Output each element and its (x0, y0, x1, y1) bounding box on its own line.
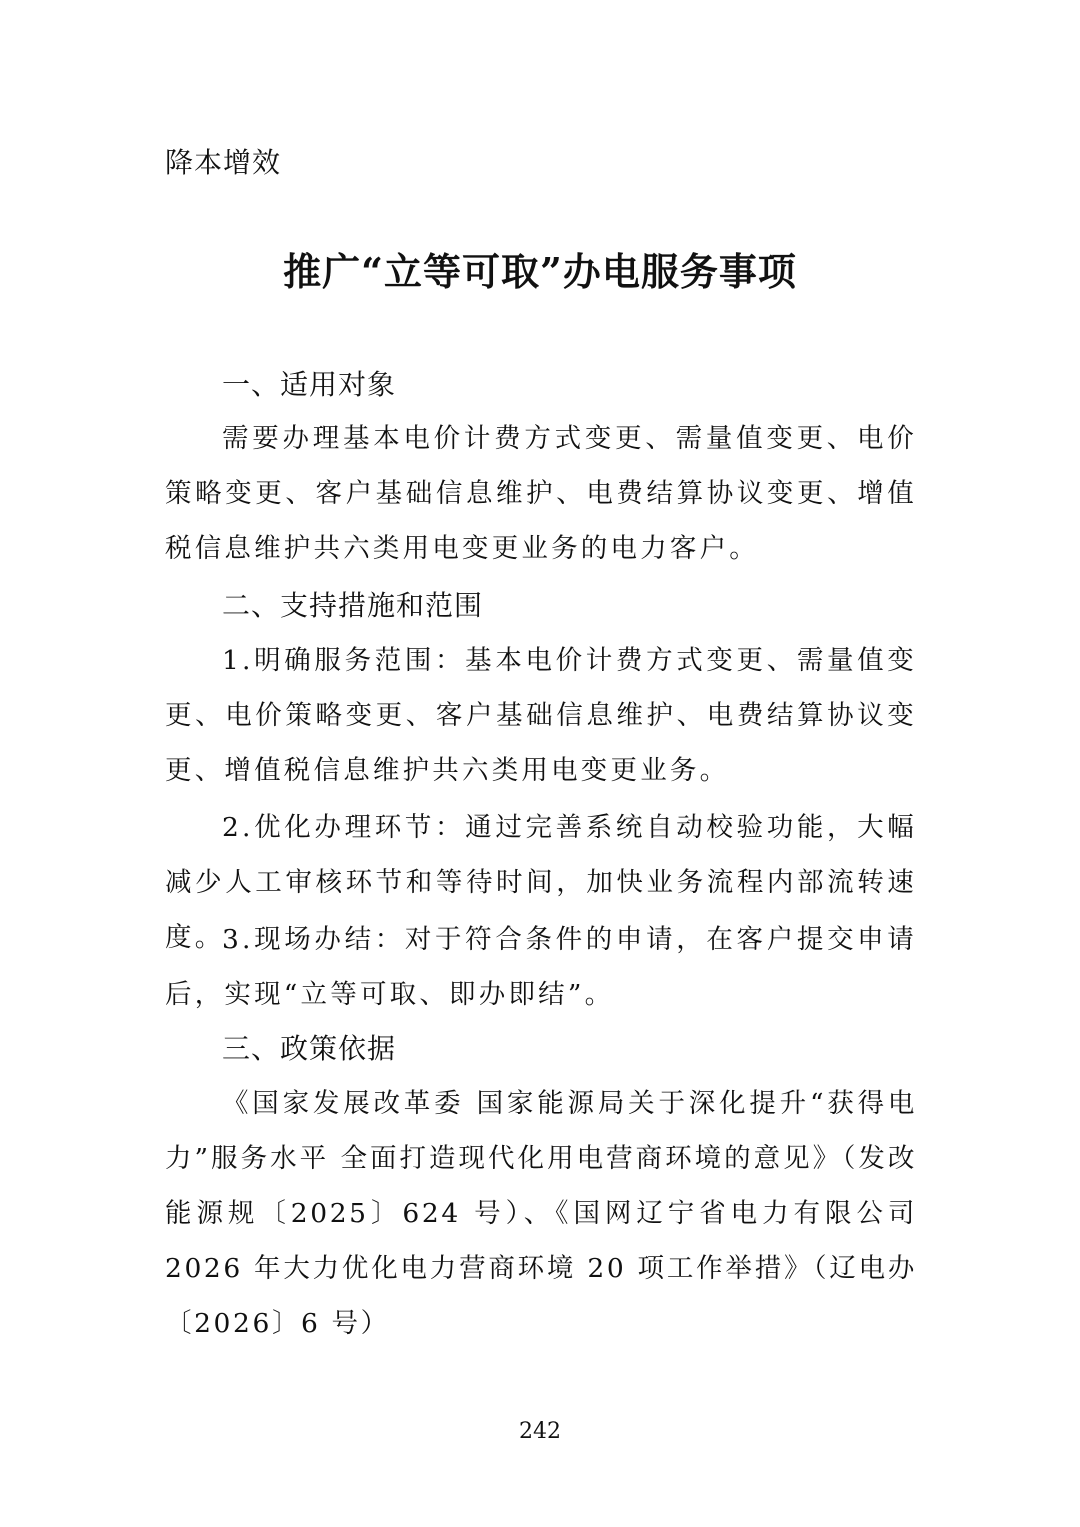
paragraph-on-site-completion: 3.现场办结：对于符合条件的申请，在客户提交申请后，实现“立等可取、即办即结”。 (165, 924, 917, 1010)
section-heading-policy-basis: 三、政策依据 (222, 1032, 397, 1065)
paragraph-applicable-objects: 需要办理基本电价计费方式变更、需量值变更、电价策略变更、客户基础信息维护、电费结算协议变更、增值税信息维护共六类用电变更业务的电力客户。 (165, 423, 917, 564)
section-heading-support-measures: 二、支持措施和范围 (222, 589, 484, 622)
paragraph-optimize-process: 2.优化办理环节：通过完善系统自动校验功能，大幅减少人工审核环节和等待时间，加快业务流程内部流转速度。 (165, 812, 917, 953)
page-number: 242 (519, 1419, 561, 1444)
paragraph-service-scope: 1.明确服务范围：基本电价计费方式变更、需量值变更、电价策略变更、客户基础信息维护、电费结算协议变更、增值税信息维护共六类用电变更业务。 (165, 645, 917, 786)
paragraph-policy-basis: 《国家发展改革委 国家能源局关于深化提升“获得电力”服务水平 全面打造现代化用电营商环境的意见》（发改能源规〔2025〕624 号）、《国网辽宁省电力有限公司 2026 年大力优化电力营商环境 20 项工作举措》（辽电办〔2026〕6 号） (165, 1088, 917, 1339)
page-title: 推广“立等可取”办电服务事项 (283, 249, 797, 294)
category-label: 降本增效 (165, 146, 282, 179)
section-heading-applicable-objects: 一、适用对象 (222, 368, 397, 401)
